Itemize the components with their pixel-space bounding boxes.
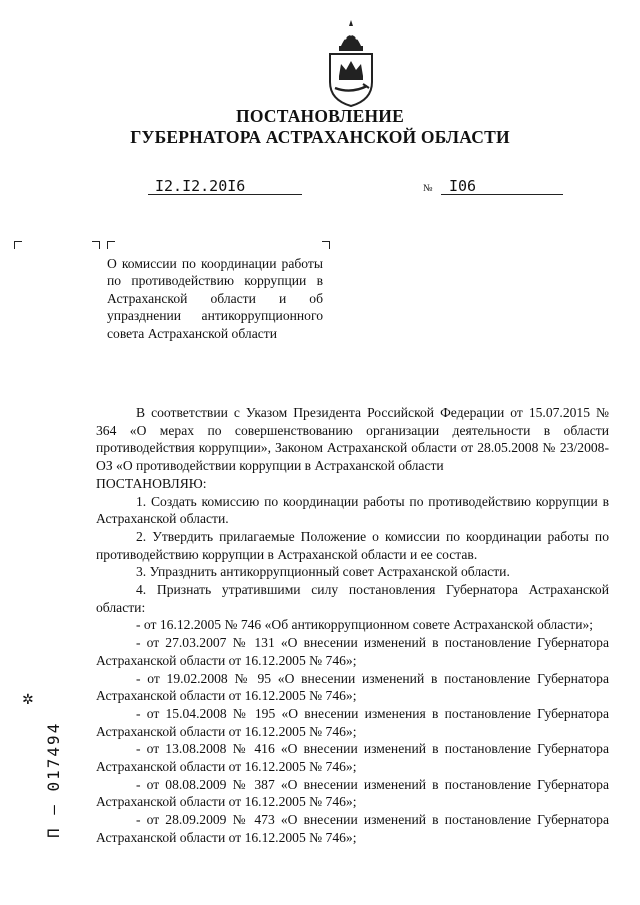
issuer-title: ГУБЕРНАТОРА АСТРАХАНСКОЙ ОБЛАСТИ <box>130 127 510 147</box>
sub-list-item: - от 15.04.2008 № 195 «О внесении изменения в постановление Губернатора Астраханской области от 16.12.2005 № 746»; <box>96 705 609 739</box>
preamble-paragraph: В соответствии с Указом Президента Российской Федерации от 15.07.2015 № 364 «О мерах по совершенствованию организации деятельности в области противодействия коррупции», Законом Астраханской области от 28.05.2008 № 23/2008-ОЗ «О противодействии коррупции в Астраханской области <box>96 405 609 474</box>
sub-list-item: - от 28.09.2009 № 473 «О внесении изменений в постановление Губернатора Астраханской области от 16.12.2005 № 746»; <box>96 812 609 845</box>
resolve-heading: ПОСТАНОВЛЯЮ: <box>96 475 207 491</box>
sub-list-item: - от 16.12.2005 № 746 «Об антикоррупционном совете Астраханской области»; <box>136 617 594 633</box>
coat-of-arms-icon <box>323 18 379 110</box>
list-item: 4. Признать утратившими силу постановления Губернатора Астраханской области: <box>96 582 609 615</box>
number-sign: № <box>423 183 433 194</box>
list-item: 2. Утвердить прилагаемые Положение о комиссии по координации работы по противодействию коррупции в Астраханской области и ее состав. <box>96 528 609 562</box>
list-item: 3. Упразднить антикоррупционный совет Астраханской области. <box>136 564 510 580</box>
sub-list-item: - от 08.08.2009 № 387 «О внесении изменений в постановление Губернатора Астраханской области от 16.12.2005 № 746»; <box>96 776 609 810</box>
document-subject: О комиссии по координации работы по противодействию коррупции в Астраханской области и об упразднении антикоррупционного совета Астраханской области <box>107 256 323 341</box>
number-value: I06 <box>449 177 477 195</box>
list-item: 1. Создать комиссию по координации работы по противодействию коррупции в Астраханской области. <box>96 493 609 527</box>
corner-mark <box>92 241 100 249</box>
sub-list-item: - от 27.03.2007 № 131 «О внесении изменений в постановление Губернатора Астраханской области от 16.12.2005 № 746»; <box>96 635 609 668</box>
sub-list-item: - от 13.08.2008 № 416 «О внесении изменений в постановление Губернатора Астраханской области от 16.12.2005 № 746»; <box>96 741 609 775</box>
corner-mark <box>107 241 115 249</box>
document-date <box>148 178 302 195</box>
document-number <box>441 178 563 195</box>
corner-mark <box>14 241 22 249</box>
corner-mark <box>322 241 330 249</box>
document-type-title: ПОСТАНОВЛЕНИЕ <box>236 106 404 126</box>
date-value: I2.I2.20I6 <box>155 177 246 195</box>
document-body <box>96 404 609 847</box>
ornament-icon: ✲ <box>22 693 34 708</box>
sub-list-item: - от 19.02.2008 № 95 «О внесении изменений в постановление Губернатора Астраханской области от 16.12.2005 № 746»; <box>96 670 609 704</box>
serial-number-block <box>18 690 63 840</box>
serial-number: П – 017494 <box>44 721 63 838</box>
